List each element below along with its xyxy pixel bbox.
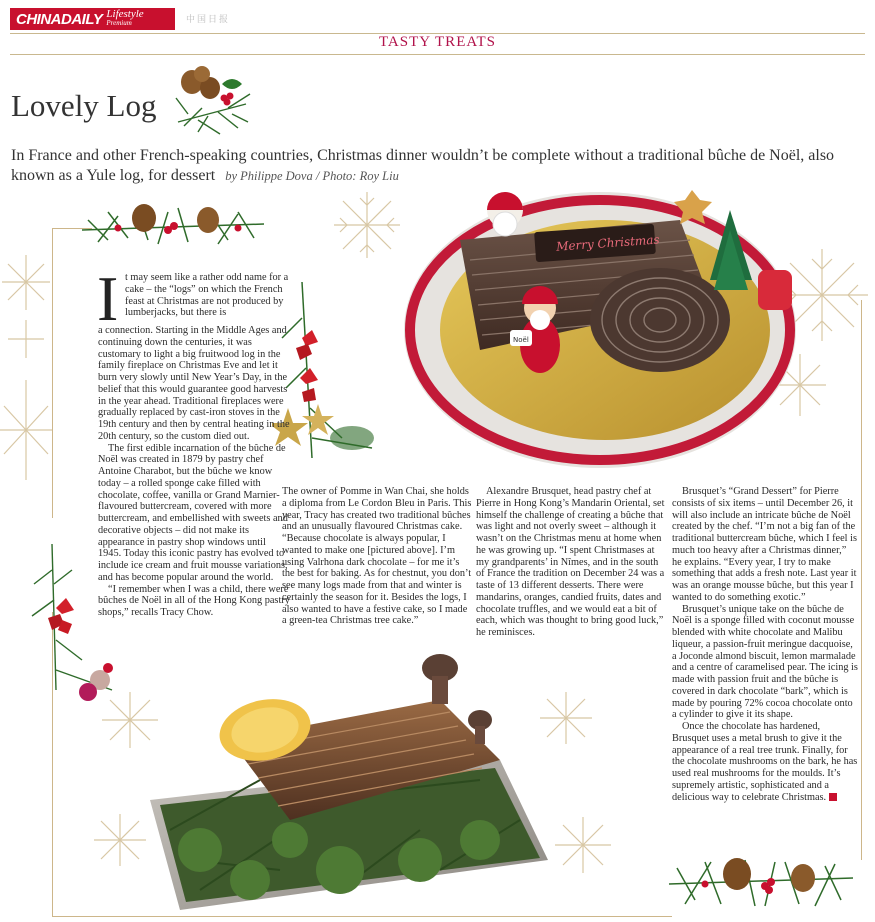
santa-sign: Noël [513,336,529,344]
column-1-lead [125,272,290,319]
paragraph: Brusquet’s “Grand Dessert” for Pierre consists of six items – until December 26, it will also include an intricate bûche de Noël created by the chef. “I’m not a big fan of the traditional buttercream bûche, which I feel is much too heavy after a Christmas dinner,” he explains. “Every year, I try to make something that adds a fresh note. Last year it was an orange mousse bûche, but this year I wanted to do something exotic.” [672,486,857,603]
paragraph: “I remember when I was a child, there were bûches de Noël in all of the Hong Kong pastry shops,” recalls Tracy Chow. [98,583,290,618]
paragraph: Brusquet’s unique take on the bûche de Noël is a sponge filled with coconut mousse blended with white chocolate and Malibu liqueur, a passion-fruit meringue dacquoise, a Joconde almond biscuit, lemon marmalade and a centre of caramelised pear. The icing is made with passion fruit and the bûche is covered in dark chocolate “bark”, which is made by pouring 72% cocoa chocolate onto a cylinder to give it its shape. [672,603,858,721]
headline: Lovely Log [11,88,157,123]
paragraph-text: Once the chocolate has hardened, Brusquet uses a metal brush to give it the appearance of a real tree trunk. Finally, for the chocolate mushrooms on the bark, he has used real mushrooms for the moulds. It’s supremely artistic, sophisticated and a delicious way to celebrate Christmas. [672,721,858,803]
garland-icon [78,190,268,258]
dropcap: I [97,263,119,334]
cake-photo-top [380,180,800,472]
paragraph: a connection. Starting in the Middle Ages and continuing down the centuries, it was customary to light a big fruitwood log in the family fireplace on Christmas Eve and let it burn very slowly until New Year’s Day, in the belief that this would guarantee good harvests in the year ahead. Traditional fireplaces were gradually replaced by cast-iron stoves in the 19th century and then by central heating in the 20th century, so the custom died out. [98,325,290,442]
garland-icon [665,844,857,918]
byline: by Philippe Dova / Photo: Roy Liu [225,169,399,183]
paragraph: Alexandre Brusquet, head pastry chef at Pierre in Hong Kong’s Mandarin Oriental, set himself the challenge of creating a bûche that was light and not overly sweet – although it wasn’t on the Christmas menu at home when he was growing up. “I spent Christmases at my grandparents’ in Nîmes, and in the south of France the tradition on December 24 was a taste of 13 different desserts. There were mandarins, oranges, candied fruits, dates and chocolate truffles, and we would eat a bit of each, which was thought to bring good luck,” he reminisces. [476,486,665,638]
section-label: TASTY TREATS [378,34,497,50]
holly-pinecone-icon [168,64,254,136]
paragraph: The owner of Pomme in Wan Chai, she holds a diploma from Le Cordon Bleu in Paris. This year, Tracy has created two traditional bûches and an unusually flavoured Christmas cake. “Because chocolate is always popular, I wanted to make one [pictured above]. I’m using Valrhona dark chocolate – for me it’s the best for baking. As for chestnut, you don’t see many logs made from that and winter is certainly the season for it. Besides the logs, I also wanted to have a festive cake, so I made a green-tea Christmas tree cake.” [282,486,472,627]
masthead-chinese: 中国日报 [186,15,231,25]
column-4 [672,486,858,803]
snowflake-icon [0,250,52,360]
end-mark-icon [829,793,837,801]
column-2 [282,486,472,627]
poinsettia-sprig-icon [272,278,394,468]
brand-name: CHINADAILY [16,10,103,28]
paragraph: The first edible incarnation of the bûche de Noël was created in 1879 by pastry chef Antoine Charabot, but the bûche we know today – a rolled sponge cake filled with chocolate, coffee, vanilla or Grand Marnier-flavoured buttercream, covered with more buttercream, and embellished with sweets and decorative objects – did not make its appearance in pastry shop windows until 1945. Today this iconic pastry has evolved to include ice cream and fruit mousse variations, and has become popular around the world. [98,442,288,583]
snowflake-icon [0,370,52,490]
plaque-text: Merry Christmas [555,232,661,254]
section-rule-bottom [10,54,865,55]
column-1 [98,325,290,619]
column-3 [476,486,666,639]
snowflake-icon [553,815,613,875]
standfirst-text: In France and other French-speaking countries, Christmas dinner wouldn’t be complete without a traditional bûche de Noël, also known as a Yule log, for dessert [11,147,835,184]
masthead-logo [10,8,175,30]
cake-photo-bottom [140,650,555,920]
paragraph [672,721,858,803]
frame-left [52,228,53,518]
frame-right [861,300,862,860]
edition-name: Lifestyle Premium [106,8,144,27]
paragraph: t may seem like a rather odd name for a cake – the “logs” on which the French feast at Christmas are not produced by lumberjacks, but there is [125,272,289,319]
